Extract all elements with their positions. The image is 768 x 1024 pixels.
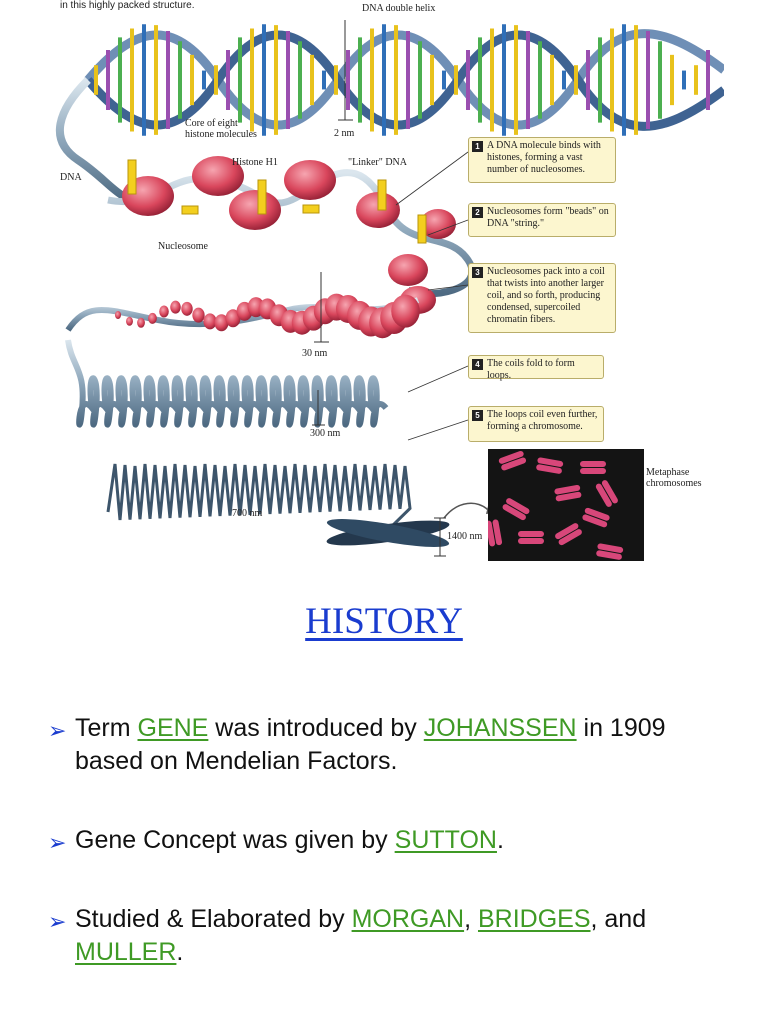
callout-step-2 xyxy=(468,203,616,237)
label-histone-h1: Histone H1 xyxy=(232,157,278,168)
bullet-item xyxy=(48,712,728,778)
callout-text: Nucleosomes pack into a coil that twists into another larger coil, and so forth, producing condensed, supercoiled chromatin fibers. xyxy=(487,266,605,325)
bullet-text: . xyxy=(496,826,504,854)
callout-step-1 xyxy=(468,137,616,183)
bullet-text: , xyxy=(464,905,478,933)
figure-top-caption: in this highly packed structure. xyxy=(60,0,195,11)
callout-step-3 xyxy=(468,263,616,333)
label-nucleosome: Nucleosome xyxy=(158,241,208,252)
bullet-text: . xyxy=(176,938,184,966)
bullet-item xyxy=(48,903,728,969)
keyword-link[interactable]: JOHANSSEN xyxy=(423,714,577,742)
keyword-link[interactable]: MULLER xyxy=(75,938,177,966)
bullet-item xyxy=(48,824,728,857)
bullet-text: Studied & Elaborated by xyxy=(75,905,352,933)
callout-text: The loops coil even further, forming a chromosome. xyxy=(487,409,598,432)
bullet-arrow-icon: ➢ xyxy=(48,830,67,855)
callout-text: The coils fold to form loops. xyxy=(487,358,575,381)
metaphase-micrograph xyxy=(488,449,644,561)
bullet-arrow-icon: ➢ xyxy=(48,909,67,934)
label-metaphase-chromosomes: Metaphase chromosomes xyxy=(646,467,702,489)
fiber-bead xyxy=(159,305,169,317)
label-1400nm: 1400 nm xyxy=(447,531,483,542)
callout-text: A DNA molecule binds with histones, forming a vast number of nucleosomes. xyxy=(487,140,601,175)
supercoil-700nm xyxy=(108,464,410,530)
chromosome xyxy=(325,513,450,552)
callout-number: 4 xyxy=(472,359,483,370)
micrograph-chromosome xyxy=(595,479,619,508)
looped-fiber xyxy=(68,340,386,425)
micrograph-chromosomes xyxy=(488,449,644,561)
callout-step-4 xyxy=(468,355,604,379)
nucleosome-beads xyxy=(122,156,456,314)
micrograph-chromosome xyxy=(596,543,624,560)
page-title xyxy=(0,600,768,643)
fiber-bead xyxy=(170,301,181,314)
micrograph-chromosome xyxy=(488,519,503,547)
callout-number: 2 xyxy=(472,207,483,218)
bullet-text: was introduced by xyxy=(208,714,424,742)
micrograph-chromosome xyxy=(582,507,611,528)
label-dna-double-helix: DNA double helix xyxy=(362,3,436,14)
bullet-text: , and xyxy=(590,905,647,933)
micrograph-chromosome xyxy=(580,461,606,474)
callout-number: 5 xyxy=(472,410,483,421)
micrograph-chromosome xyxy=(518,531,544,544)
label-700nm: 700 nm xyxy=(232,508,263,519)
fiber-bead xyxy=(126,317,133,326)
label-linker-dna: "Linker" DNA xyxy=(348,157,407,168)
fiber-bead xyxy=(137,318,145,328)
fiber-bead xyxy=(391,295,420,328)
bullet-text: in 1909 based on Mendelian Factors. xyxy=(75,714,666,775)
label-2nm: 2 nm xyxy=(334,128,355,139)
fiber-bead xyxy=(181,302,192,316)
micrograph-chromosome xyxy=(498,450,527,471)
fiber-bead xyxy=(148,313,157,324)
label-30nm: 30 nm xyxy=(302,348,328,359)
bullet-text: Gene Concept was given by xyxy=(75,826,395,854)
micrograph-chromosome xyxy=(554,522,583,546)
history-bullet-list xyxy=(48,712,728,1015)
chromatin-structure-figure xyxy=(48,0,724,576)
micrograph-chromosome xyxy=(554,484,582,501)
bullet-text: Term xyxy=(75,714,138,742)
bullet-arrow-icon: ➢ xyxy=(48,718,67,743)
history-heading[interactable]: HISTORY xyxy=(305,601,463,642)
keyword-link[interactable]: GENE xyxy=(137,714,209,742)
callout-text: Nucleosomes form "beads" on DNA "string." xyxy=(487,206,609,229)
label-300nm: 300 nm xyxy=(310,428,341,439)
keyword-link[interactable]: MORGAN xyxy=(351,905,465,933)
callout-number: 3 xyxy=(472,267,483,278)
micrograph-chromosome xyxy=(502,497,531,521)
keyword-link[interactable]: SUTTON xyxy=(394,826,497,854)
label-core-histone: Core of eight histone molecules xyxy=(185,118,257,140)
fiber-bead xyxy=(192,308,204,323)
callout-number: 1 xyxy=(472,141,483,152)
micrograph-chromosome xyxy=(536,457,564,474)
keyword-link[interactable]: BRIDGES xyxy=(477,905,591,933)
callout-step-5 xyxy=(468,406,604,442)
label-dna: DNA xyxy=(60,172,82,183)
fiber-beads xyxy=(115,294,420,339)
fiber-bead xyxy=(115,311,121,319)
